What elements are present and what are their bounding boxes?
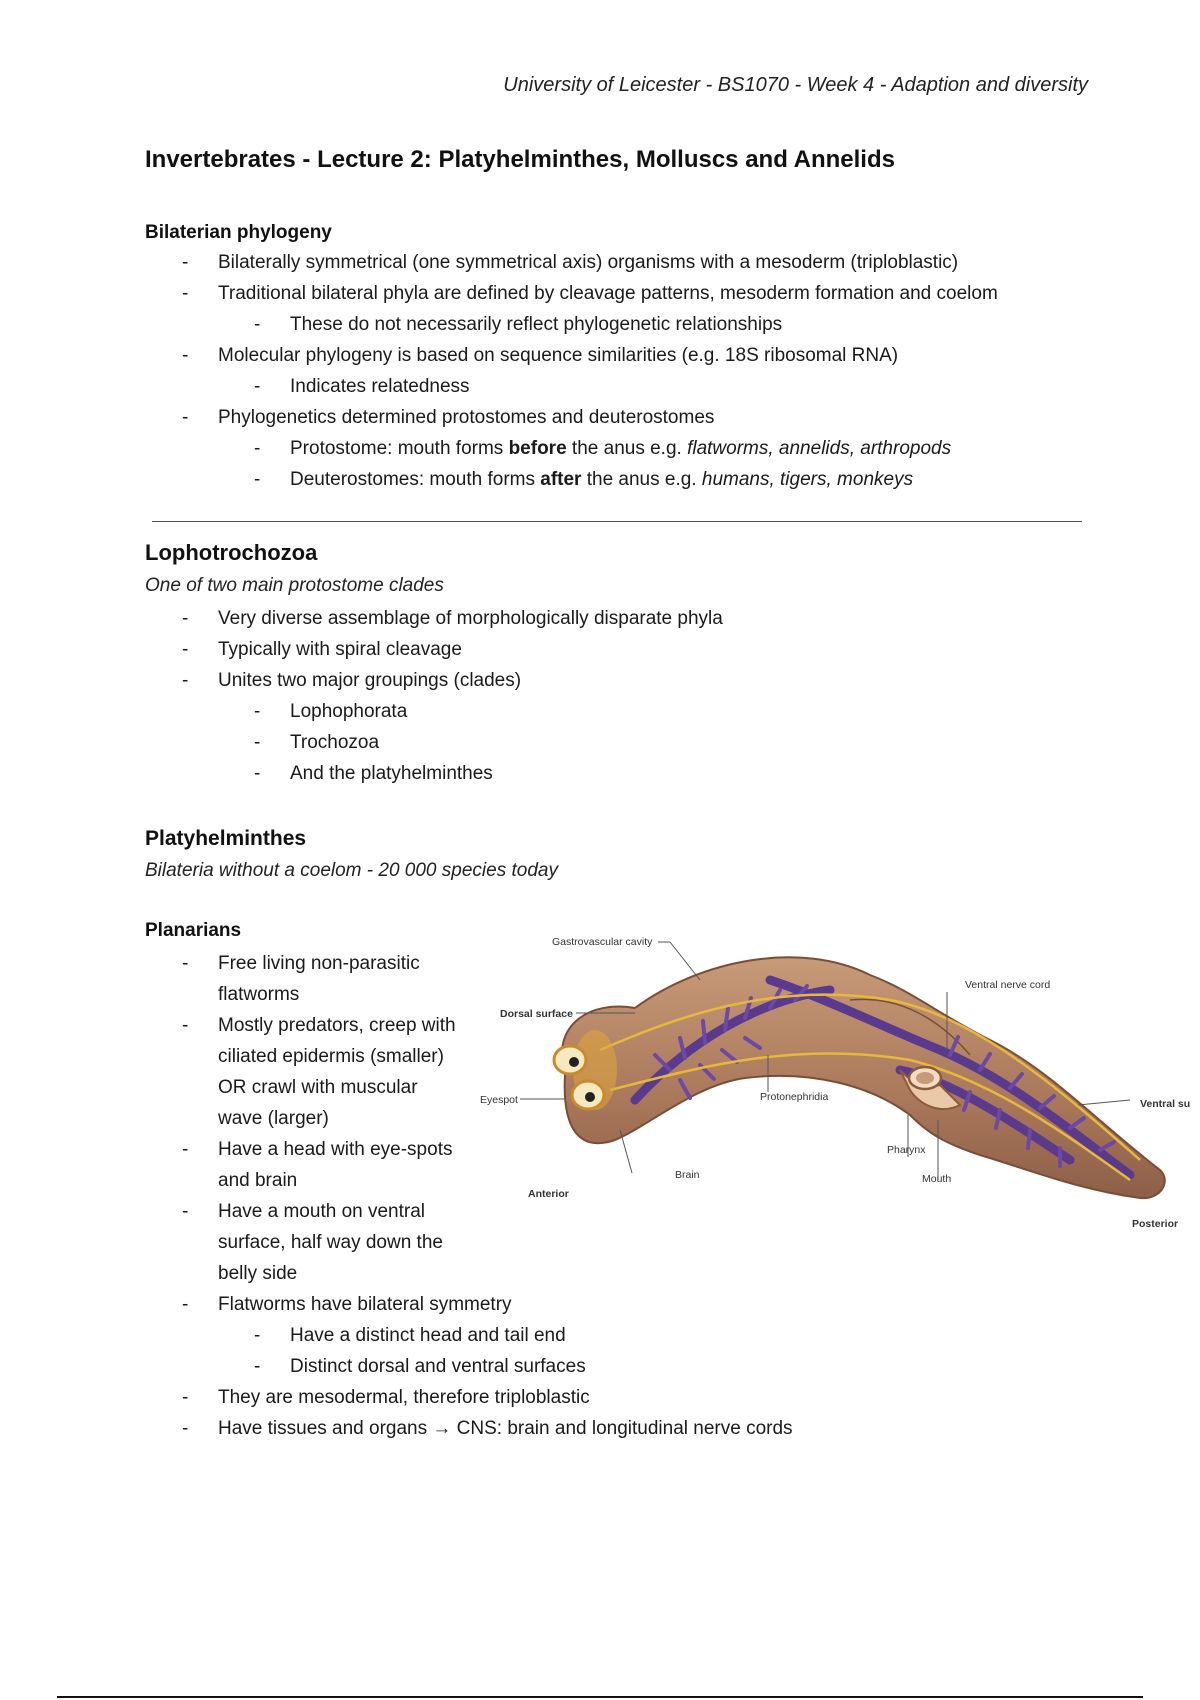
label-protonephridia: Protonephridia	[760, 1091, 829, 1103]
deutero-pre: Deuterostomes: mouth forms	[290, 469, 541, 490]
proto-bold: before	[508, 438, 567, 459]
list-item	[145, 464, 1135, 495]
label-eyespot: Eyespot	[480, 1094, 518, 1106]
list-item: - Very diverse assemblage of morphologically disparate phyla	[145, 603, 1135, 634]
lopho-list	[145, 603, 1135, 789]
planarian-anatomy-figure	[470, 920, 1200, 1240]
list-item: - And the platyhelminthes	[145, 758, 1135, 789]
planarians-list-cont	[145, 1289, 1135, 1444]
list-item: - Lophophorata	[145, 696, 1135, 727]
label-ventral-surface: Ventral su	[1140, 1098, 1191, 1110]
label-gastrovascular-cavity: Gastrovascular cavity	[552, 936, 653, 948]
course-header: University of Leicester - BS1070 - Week 4 - Adaption and diversity	[503, 74, 1088, 96]
label-brain: Brain	[675, 1169, 700, 1181]
list-item: - Unites two major groupings (clades)	[145, 665, 1135, 696]
proto-examples: flatworms, annelids, arthropods	[687, 438, 952, 459]
label-anterior: Anterior	[528, 1188, 569, 1200]
lopho-heading: Lophotrochozoa	[145, 540, 318, 565]
label-dorsal-surface: Dorsal surface	[500, 1008, 573, 1020]
label-mouth: Mouth	[922, 1173, 952, 1185]
label-posterior: Posterior	[1132, 1218, 1179, 1230]
planarians-heading: Planarians	[145, 920, 242, 941]
list-item: - Flatworms have bilateral symmetry	[145, 1289, 1135, 1320]
list-item: - Have tissues and organs → CNS: brain and longitudinal nerve cords	[145, 1413, 1135, 1444]
platy-heading: Platyhelminthes	[145, 827, 307, 850]
proto-pre: Protostome: mouth forms	[290, 438, 509, 459]
list-item: - Trochozoa	[145, 727, 1135, 758]
list-item: - Molecular phylogeny is based on sequence similarities (e.g. 18S ribosomal RNA)	[145, 340, 1135, 371]
bilaterian-heading: Bilaterian phylogeny	[145, 222, 332, 243]
footer-rule	[57, 1696, 1143, 1698]
list-item: - Free living non-parasitic flatworms	[145, 948, 463, 1010]
list-item: - Have a distinct head and tail end	[145, 1320, 1135, 1351]
label-ventral-nerve-cord: Ventral nerve cord	[965, 979, 1051, 991]
list-item: - Mostly predators, creep with ciliated epidermis (smaller) OR crawl with muscular wave (larger)	[145, 1010, 463, 1134]
list-item: - Traditional bilateral phyla are defined by cleavage patterns, mesoderm formation and coelom	[145, 278, 1135, 309]
list-item: - These do not necessarily reflect phylogenetic relationships	[145, 309, 1135, 340]
list-item: - Have a mouth on ventral surface, half way down the belly side	[145, 1196, 463, 1289]
list-item: - Have a head with eye-spots and brain	[145, 1134, 463, 1196]
list-item: - Typically with spiral cleavage	[145, 634, 1135, 665]
list-item: - Bilaterally symmetrical (one symmetrical axis) organisms with a mesoderm (triploblastic)	[145, 247, 1135, 278]
bilaterian-list	[145, 247, 1135, 495]
list-item	[145, 433, 1135, 464]
list-item: - Distinct dorsal and ventral surfaces	[145, 1351, 1135, 1382]
lecture-title: Invertebrates - Lecture 2: Platyhelminthes, Molluscs and Annelids	[145, 146, 895, 173]
platy-subtitle: Bilateria without a coelom - 20 000 species today	[145, 860, 558, 881]
deutero-mid: the anus e.g.	[581, 469, 702, 490]
deutero-examples: humans, tigers, monkeys	[701, 469, 914, 490]
list-item: - Indicates relatedness	[145, 371, 1135, 402]
list-item: - Phylogenetics determined protostomes and deuterostomes	[145, 402, 1135, 433]
deutero-bold: after	[540, 469, 582, 490]
section-divider	[152, 521, 1082, 522]
lopho-subtitle: One of two main protostome clades	[145, 575, 444, 596]
proto-mid: the anus e.g.	[566, 438, 688, 459]
label-pharynx: Pharynx	[887, 1144, 926, 1156]
list-item: - They are mesodermal, therefore triploblastic	[145, 1382, 1135, 1413]
